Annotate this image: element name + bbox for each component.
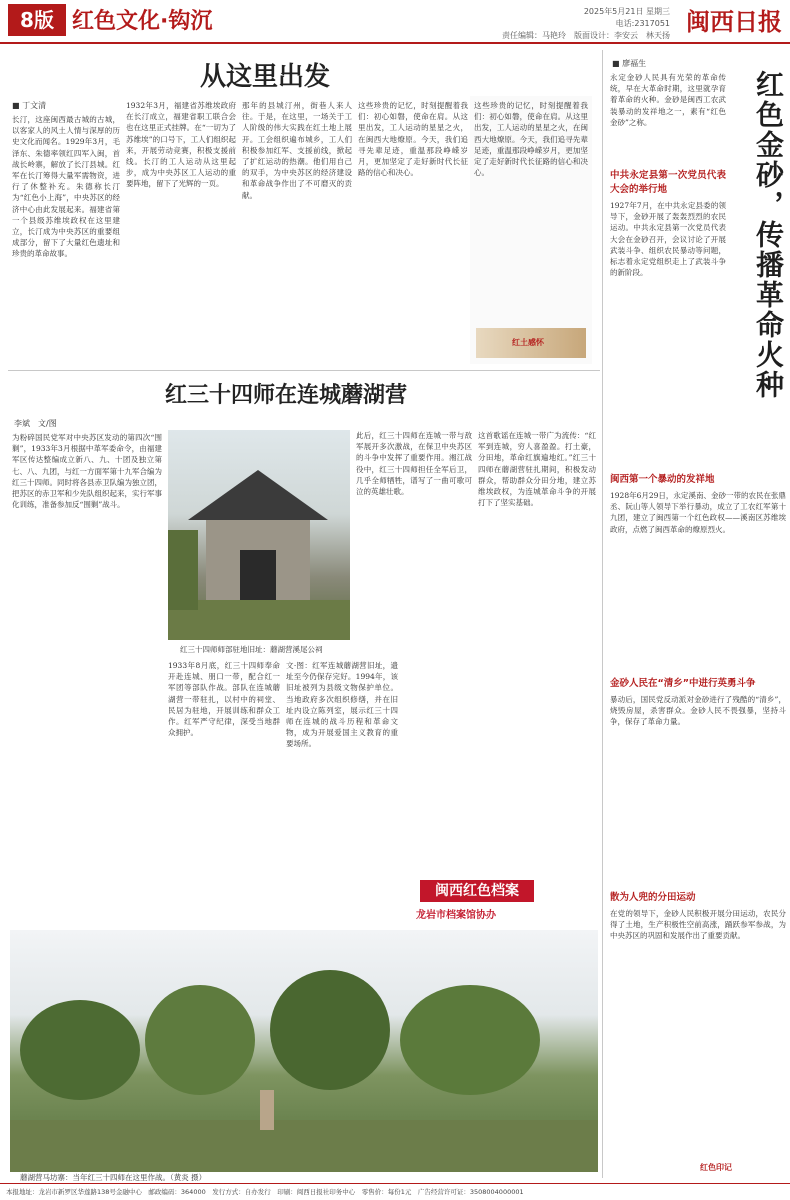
article1-column-2: 1932年3月，福建省苏维埃政府在长汀成立，福建省职工联合会也在这里正式挂牌。在“一切为了苏维埃”的口号下，工人们组织起来，开展劳动竞赛，积极支援前线。长汀的工人运动从这里起步，成为中央苏区工人运动的重要阵地，留下了光辉的一页。 (126, 101, 236, 189)
article3-section-2: 闽西第一个暴动的发祥地 (610, 474, 715, 485)
article3-block-4 (610, 888, 786, 1158)
article3-block-3 (610, 674, 786, 884)
article1-side-text: 这些珍贵的记忆，时刻提醒着我们：初心如磐，使命在肩。从这里出发，工人运动的星星之火，在闽西大地燎原。今天，我们追寻先辈足迹，重温那段峥嵘岁月，更加坚定了走好新时代长征路的信心和决心。 (474, 101, 588, 178)
article1-side-column (470, 96, 592, 364)
article3-section-4: 散为人兜的分田运动 (610, 892, 696, 903)
article1-column-3: 那年的县城汀州，街巷人来人往。于是，在这里，一场关于工人阶级的伟大实践在红土地上展开。工会组织遍布城乡，工人们积极参加红军、支援前线，掀起了扩红运动的热潮。他们用自己的双手，为中央苏区的经济建设和革命战争作出了不可磨灭的贡献。 (242, 101, 352, 200)
article2-column-2: 1933年8月底，红三十四师奉命开赴连城、朋口一带，配合红一军团等部队作战。部队在连城蘑湖营一带驻扎，以村中的祠堂、民居为驻地，开展训练和群众工作。红军严守纪律，深受当地群众拥护。 (168, 661, 280, 738)
issue-phone: 电话:2317051 (615, 19, 670, 28)
archive-sub: 龙岩市档案馆协办 (416, 910, 496, 921)
newspaper-masthead: 闽西日报 (686, 7, 782, 36)
article2-column-3: 文·图：红军连城蘑湖营旧址，遗址至今仍保存完好。1994年，该旧址被列为县级文物保护单位。当地政府多次组织修缮，并在旧址内设立陈列室，展示红三十四师在连城的战斗历程和革命文物，成为开展爱国主义教育的重要场所。 (286, 661, 398, 749)
landscape-illustration (10, 930, 598, 1172)
article1-author-name: 丁文清 (22, 101, 47, 110)
photo-landscape (10, 930, 598, 1172)
archive-tag: 闽西红色档案 (420, 880, 534, 902)
photo2-caption: 蘑湖营马坊寨：当年红三十四师在这里作战。（黄炎 摄） (20, 1173, 207, 1182)
issue-date: 2025年5月21日 星期三 (583, 7, 670, 16)
article3-block-1 (610, 166, 726, 466)
article2-author: 李斌 文/图 (14, 419, 57, 428)
photo-old-building (168, 430, 350, 640)
article2-column-1: 为粉碎国民党军对中央苏区发动的第四次“围剿”，1933年3月根据中革军委命令，由福建军区传达整编成立新八、九、十团及独立第七、八、九团，与红一方面军第十九军合编为红三十四师。同时将各县赤卫队编为独立团，把苏区的赤卫军和少先队组织起来，实行军事化训练，准备参加反“围剿”战斗。 (12, 433, 162, 510)
article1-tag: 红土感怀 (512, 338, 544, 347)
article3-column-5: 在党的领导下，金砂人民积极开展分田运动，农民分得了土地，生产积极性空前高涨，踊跃参军参战，为中央苏区的巩固和发展作出了重要贡献。 (610, 909, 786, 941)
article3-column-4: 暴动后，国民党反动派对金砂进行了残酷的“清乡”，烧毁房屋，杀害群众。金砂人民不畏强暴，坚持斗争，保存了革命力量。 (610, 695, 786, 727)
article3-section-3: 金砂人民在“清乡”中进行英勇斗争 (610, 678, 756, 689)
article3-column-3: 1928年6月29日，永定溪南、金砂一带的农民在张鼎丞、阮山等人领导下举行暴动，成立了工农红军第十九团，建立了闽西第一个红色政权——溪南区苏维埃政府，点燃了闽西革命的燎原烈火。 (610, 491, 786, 534)
article2-column-4: 此后，红三十四师在连城一带与敌军展开多次激战，在保卫中央苏区的斗争中发挥了重要作用。湘江战役中，红三十四师担任全军后卫，几乎全师牺牲，谱写了一曲可歌可泣的英雄壮歌。 (356, 431, 472, 497)
article1-author-strip (476, 328, 586, 358)
building-illustration (168, 430, 350, 640)
article3-author: ■ 廖福生 (612, 59, 647, 68)
divider-horizontal (8, 370, 600, 371)
divider-vertical (602, 50, 603, 1178)
editor-credits: 责任编辑：马艳玲 版面设计：李安云 林天扬 (502, 31, 670, 40)
article3-title: 红色金砂，传播革命火种 (752, 70, 785, 400)
page-footer: 本报地址：龙岩市新罗区华莲路138号金融中心 邮政编码：364000 发行方式：自办发行 印刷：闽西日报社印务中心 零售价：每份1元 广告经营许可证：3508004000001 (0, 1183, 790, 1200)
article3-block-2 (610, 470, 786, 670)
article1-author: ■ 丁文清 (12, 101, 47, 110)
article3-column-1: 永定金砂人民具有光荣的革命传统，早在大革命时期，这里就孕育着革命的火种。金砂是闽西工农武装暴动的发祥地之一，素有“红色金砂”之称。 (610, 73, 726, 127)
article2-column-5: 这首歌谣在连城一带广为流传：“红军到连城，穷人喜盈盈。打土豪，分田地，革命红旗遍地红。”红三十四师在蘑湖营驻扎期间，积极发动群众，帮助群众分田分地，建立苏维埃政权，为连城革命斗争的开展打下了坚实基础。 (478, 431, 596, 508)
photo1-caption: 红三十四师师部驻地旧址：蘑湖营溪尾公祠 (180, 645, 323, 654)
article3-tag: 红色印记 (700, 1163, 732, 1172)
page-header (0, 0, 790, 44)
article1-column-4: 这些珍贵的记忆，时刻提醒着我们：初心如磐，使命在肩。从这里出发，工人运动的星星之火，在闽西大地燎原。今天，我们追寻先辈足迹，重温那段峥嵘岁月，更加坚定了走好新时代长征路的信心和决心。 (358, 101, 468, 178)
article3-author-name: 廖福生 (622, 59, 647, 68)
header-meta (430, 6, 670, 42)
article2-title: 红三十四师在连城蘑湖营 (165, 382, 408, 408)
article1-column-1: 长汀，这座闽西最古城的古城，以客家人的风土人情与深厚的历史文化而闻名。1929年3月，毛泽东、朱德率领红四军入闽，首战长岭寨，解放了长汀县城。红军在长汀筹得大量军需物资，进行了休整补充。朱德称长汀为“红色小上海”，中央苏区的经济中心由此发展起来。福建省第一个县级苏维埃政权在这里建立，长汀成为中央苏区的重要组成部分，留下了大量红色遗址和珍贵的革命故事。 (12, 115, 120, 259)
column-title: 红色文化·钩沉 (72, 9, 213, 34)
article3-section-1: 中共永定县第一次党员代表大会的举行地 (610, 170, 726, 195)
edition-badge: 8版 (8, 4, 66, 36)
article1-title: 从这里出发 (200, 62, 331, 92)
article3-column-2: 1927年7月，在中共永定县委的领导下，金砂开展了轰轰烈烈的农民运动。中共永定县第一次党员代表大会在金砂召开，会议讨论了开展武装斗争、组织农民暴动等问题，标志着永定党组织走上了武装斗争的新阶段。 (610, 201, 726, 278)
